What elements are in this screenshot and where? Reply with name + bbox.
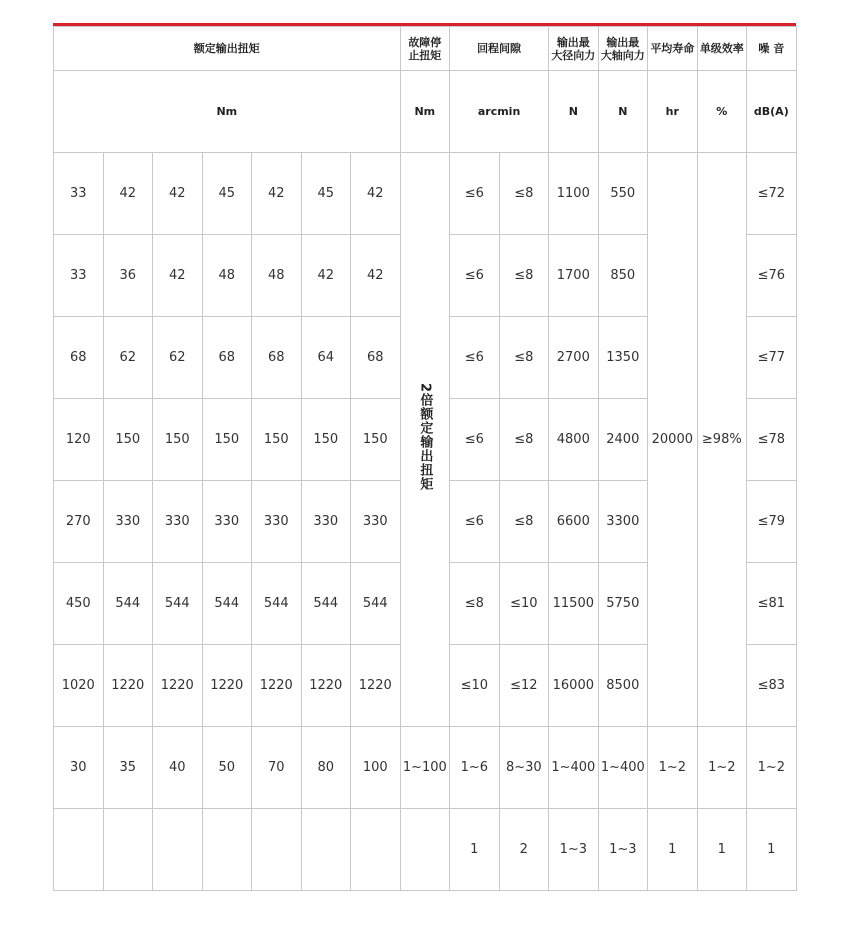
noise-cell: ≤77	[747, 317, 797, 399]
rated-torque-cell: 1220	[202, 645, 252, 727]
axial-force-cell: 2400	[598, 399, 648, 481]
stage-row-cell	[54, 809, 104, 891]
backlash-cell: ≤8	[450, 563, 500, 645]
stage-row-cell	[103, 809, 153, 891]
noise-cell: ≤72	[747, 153, 797, 235]
life-cell: 20000	[648, 153, 698, 727]
radial-force-cell: 6600	[549, 481, 599, 563]
backlash-cell: ≤6	[450, 235, 500, 317]
rated-torque-cell: 48	[202, 235, 252, 317]
rated-torque-cell: 150	[252, 399, 302, 481]
unit-noise: dB(A)	[747, 71, 797, 153]
backlash-cell: ≤6	[450, 481, 500, 563]
rated-torque-cell: 1220	[153, 645, 203, 727]
header-radial-line1: 输出最	[556, 35, 590, 49]
radial-force-cell: 16000	[549, 645, 599, 727]
backlash-cell: ≤8	[499, 481, 549, 563]
radial-force-cell: 4800	[549, 399, 599, 481]
backlash-cell: ≤6	[450, 399, 500, 481]
rated-torque-cell: 36	[103, 235, 153, 317]
header-axial-force	[598, 27, 648, 71]
unit-emergency-stop: Nm	[400, 71, 450, 153]
backlash-cell: ≤8	[499, 235, 549, 317]
backlash-cell: ≤10	[450, 645, 500, 727]
rated-torque-cell: 330	[301, 481, 351, 563]
unit-life: hr	[648, 71, 698, 153]
axial-force-cell: 3300	[598, 481, 648, 563]
ratio-row	[54, 727, 797, 809]
ratio-row-cell: 1~2	[697, 727, 747, 809]
header-noise: 噪 音	[747, 27, 797, 71]
stage-row-cell	[252, 809, 302, 891]
stage-row	[54, 809, 797, 891]
ratio-row-cell: 80	[301, 727, 351, 809]
rated-torque-cell: 330	[351, 481, 401, 563]
header-efficiency: 单级效率	[697, 27, 747, 71]
stage-row-cell: 1~3	[549, 809, 599, 891]
rated-torque-cell: 544	[252, 563, 302, 645]
header-row	[54, 27, 797, 71]
rated-torque-cell: 68	[202, 317, 252, 399]
rated-torque-cell: 68	[54, 317, 104, 399]
rated-torque-cell: 544	[301, 563, 351, 645]
ratio-row-cell: 70	[252, 727, 302, 809]
rated-torque-cell: 544	[153, 563, 203, 645]
rated-torque-cell: 1220	[301, 645, 351, 727]
header-axial-line2: 大轴向力	[600, 48, 645, 62]
rated-torque-cell: 68	[351, 317, 401, 399]
noise-cell: ≤78	[747, 399, 797, 481]
rated-torque-cell: 42	[301, 235, 351, 317]
stage-row-cell	[400, 809, 450, 891]
rated-torque-cell: 33	[54, 153, 104, 235]
ratio-row-cell: 1~400	[549, 727, 599, 809]
ratio-row-cell: 1~100	[400, 727, 450, 809]
rated-torque-cell: 1220	[103, 645, 153, 727]
stage-row-cell: 1	[697, 809, 747, 891]
header-emergency-stop-line1: 故障停	[408, 35, 442, 49]
ratio-row-cell: 100	[351, 727, 401, 809]
backlash-cell: ≤10	[499, 563, 549, 645]
backlash-cell: ≤8	[499, 399, 549, 481]
rated-torque-cell: 150	[301, 399, 351, 481]
rated-torque-cell: 45	[202, 153, 252, 235]
unit-rated-torque: Nm	[54, 71, 401, 153]
rated-torque-cell: 42	[351, 235, 401, 317]
header-rated-torque: 额定输出扭矩	[54, 27, 401, 71]
unit-radial: N	[549, 71, 599, 153]
axial-force-cell: 850	[598, 235, 648, 317]
emergency-stop-value: 2倍额定输出扭矩	[417, 383, 433, 492]
axial-force-cell: 5750	[598, 563, 648, 645]
axial-force-cell: 1350	[598, 317, 648, 399]
stage-row-cell	[351, 809, 401, 891]
rated-torque-cell: 544	[202, 563, 252, 645]
rated-torque-cell: 270	[54, 481, 104, 563]
rated-torque-cell: 450	[54, 563, 104, 645]
rated-torque-cell: 330	[103, 481, 153, 563]
rated-torque-cell: 62	[153, 317, 203, 399]
rated-torque-cell: 330	[153, 481, 203, 563]
rated-torque-cell: 150	[153, 399, 203, 481]
backlash-cell: ≤12	[499, 645, 549, 727]
radial-force-cell: 1700	[549, 235, 599, 317]
rated-torque-cell: 330	[202, 481, 252, 563]
rated-torque-cell: 42	[252, 153, 302, 235]
noise-cell: ≤79	[747, 481, 797, 563]
rated-torque-cell: 150	[202, 399, 252, 481]
noise-cell: ≤83	[747, 645, 797, 727]
rated-torque-cell: 48	[252, 235, 302, 317]
rated-torque-cell: 42	[153, 153, 203, 235]
table-row	[54, 153, 797, 235]
ratio-row-cell: 1~6	[450, 727, 500, 809]
rated-torque-cell: 33	[54, 235, 104, 317]
stage-row-cell: 1	[648, 809, 698, 891]
rated-torque-cell: 330	[252, 481, 302, 563]
stage-row-cell: 1	[747, 809, 797, 891]
rated-torque-cell: 150	[351, 399, 401, 481]
rated-torque-cell: 1220	[351, 645, 401, 727]
radial-force-cell: 11500	[549, 563, 599, 645]
rated-torque-cell: 1020	[54, 645, 104, 727]
header-emergency-stop	[400, 27, 450, 71]
backlash-cell: ≤8	[499, 153, 549, 235]
rated-torque-cell: 42	[103, 153, 153, 235]
spec-table	[53, 26, 797, 891]
rated-torque-cell: 45	[301, 153, 351, 235]
radial-force-cell: 1100	[549, 153, 599, 235]
ratio-row-cell: 8~30	[499, 727, 549, 809]
ratio-row-cell: 40	[153, 727, 203, 809]
rated-torque-cell: 1220	[252, 645, 302, 727]
stage-row-cell: 1	[450, 809, 500, 891]
rated-torque-cell: 42	[351, 153, 401, 235]
stage-row-cell: 2	[499, 809, 549, 891]
header-life: 平均寿命	[648, 27, 698, 71]
stage-row-cell	[153, 809, 203, 891]
noise-cell: ≤81	[747, 563, 797, 645]
header-backlash: 回程间隙	[450, 27, 549, 71]
efficiency-cell: ≥98%	[697, 153, 747, 727]
backlash-cell: ≤6	[450, 153, 500, 235]
rated-torque-cell: 42	[153, 235, 203, 317]
rated-torque-cell: 120	[54, 399, 104, 481]
noise-cell: ≤76	[747, 235, 797, 317]
backlash-cell: ≤6	[450, 317, 500, 399]
radial-force-cell: 2700	[549, 317, 599, 399]
ratio-row-cell: 1~2	[648, 727, 698, 809]
unit-axial: N	[598, 71, 648, 153]
header-axial-line1: 输出最	[606, 35, 640, 49]
stage-row-cell: 1~3	[598, 809, 648, 891]
unit-backlash: arcmin	[450, 71, 549, 153]
axial-force-cell: 550	[598, 153, 648, 235]
rated-torque-cell: 150	[103, 399, 153, 481]
rated-torque-cell: 544	[351, 563, 401, 645]
header-emergency-stop-line2: 止扭矩	[408, 48, 442, 62]
stage-row-cell	[202, 809, 252, 891]
ratio-row-cell: 50	[202, 727, 252, 809]
rated-torque-cell: 68	[252, 317, 302, 399]
header-radial-force	[549, 27, 599, 71]
unit-efficiency: %	[697, 71, 747, 153]
rated-torque-cell: 64	[301, 317, 351, 399]
ratio-row-cell: 30	[54, 727, 104, 809]
unit-row	[54, 71, 797, 153]
ratio-row-cell: 1~2	[747, 727, 797, 809]
header-radial-line2: 大径向力	[551, 48, 596, 62]
emergency-stop-cell	[400, 153, 450, 727]
axial-force-cell: 8500	[598, 645, 648, 727]
ratio-row-cell: 1~400	[598, 727, 648, 809]
backlash-cell: ≤8	[499, 317, 549, 399]
rated-torque-cell: 62	[103, 317, 153, 399]
ratio-row-cell: 35	[103, 727, 153, 809]
rated-torque-cell: 544	[103, 563, 153, 645]
stage-row-cell	[301, 809, 351, 891]
